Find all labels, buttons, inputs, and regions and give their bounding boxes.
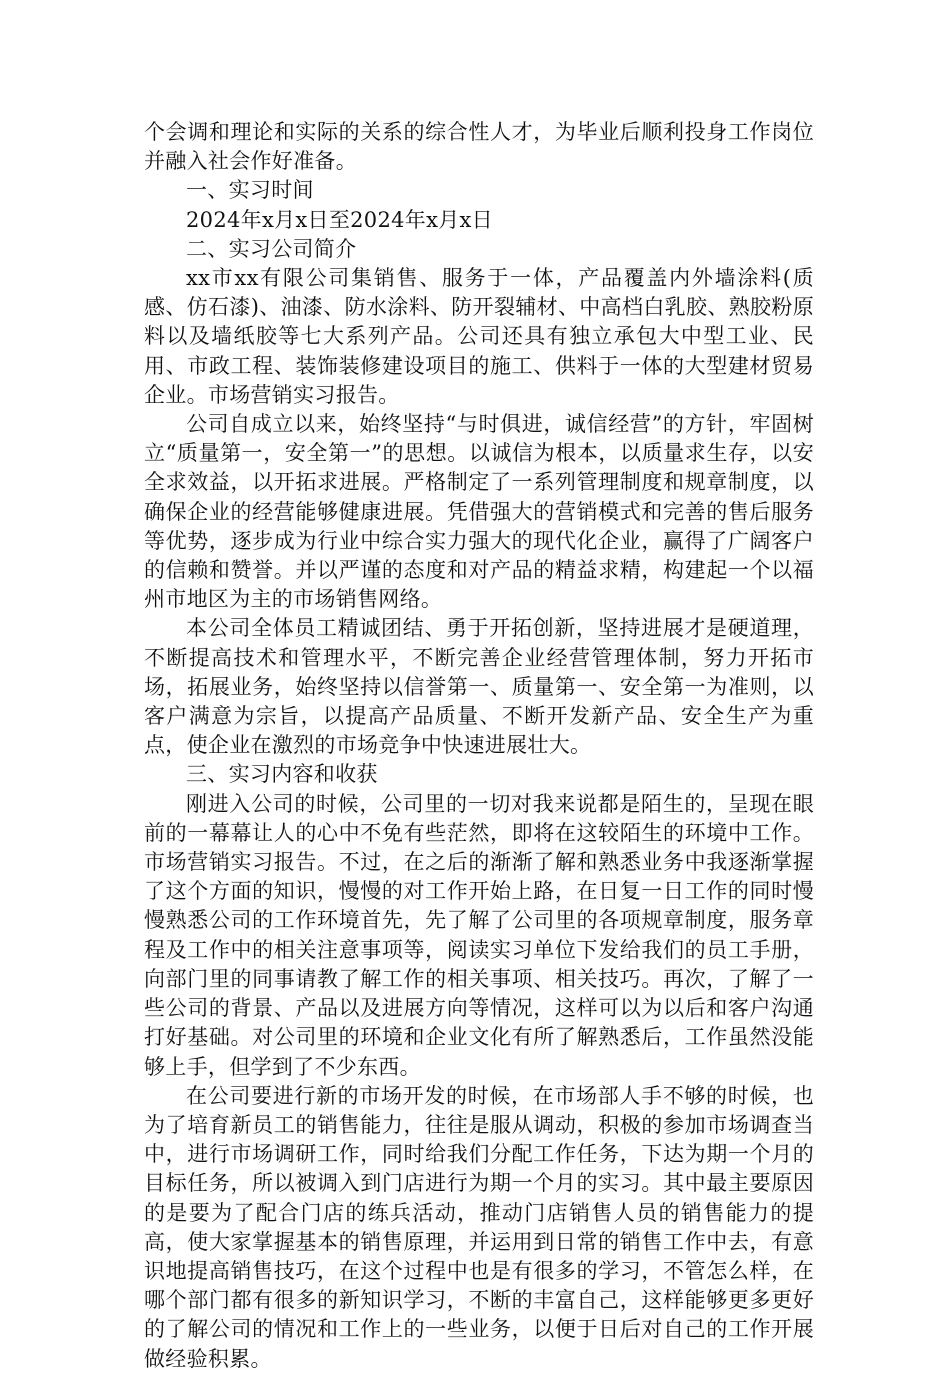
- content-paragraph-1: 刚进入公司的时候，公司里的一切对我来说都是陌生的，呈现在眼前的一幕幕让人的心中不免有些茫然，即将在这较陌生的环境中工作。市场营销实习报告。不过，在之后的渐渐了解和熟悉业务中我逐渐掌握了这个方面的知识，慢慢的对工作开始上路，在日复一日工作的同时慢慢熟悉公司的工作环境首先，先了解了公司里的各项规章制度，服务章程及工作中的相关注意事项等，阅读实习单位下发给我们的员工手册，向部门里的同事请教了解工作的相关事项、相关技巧。再次，了解了一些公司的背景、产品以及进展方向等情况，这样可以为以后和客户沟通打好基础。对公司里的环境和企业文化有所了解熟悉后，工作虽然没能够上手，但学到了不少东西。: [144, 791, 814, 1079]
- company-staff-paragraph: 本公司全体员工精诚团结、勇于开拓创新，坚持进展才是硬道理，不断提高技术和管理水平，不断完善企业经营管理体制，努力开拓市场，拓展业务，始终坚持以信誉第一、质量第一、安全第一为准则，以客户满意为宗旨，以提高产品质量、不断开发新产品、安全生产为重点，使企业在激烈的市场竞争中快速进展壮大。: [144, 616, 814, 758]
- section-heading-content: 三、实习内容和收获: [186, 762, 378, 787]
- content-paragraph-2: 在公司要进行新的市场开发的时候，在市场部人手不够的时候，也为了培育新员工的销售能力，往往是服从调动，积极的参加市场调查当中，进行市场调研工作，同时给我们分配工作任务，下达为期一个月的目标任务，所以被调入到门店进行为期一个月的实习。其中最主要原因的是要为了配合门店的练兵活动，推动门店销售人员的销售能力的提高，使大家掌握基本的销售原理，并运用到日常的销售工作中去，有意识地提高销售技巧，在这个过程中也是有很多的学习，不管怎么样，在哪个部门都有很多的新知识学习，不断的丰富自己，这样能够更多更好的了解公司的情况和工作上的一些业务，以便于日后对自己的工作开展做经验积累。: [144, 1083, 814, 1371]
- section-heading-time: 一、实习时间: [186, 178, 314, 203]
- section-heading-company: 二、实习公司简介: [186, 236, 357, 261]
- opening-paragraph: 个会调和理论和实际的关系的综合性人才，为毕业后顺利投身工作岗位并融入社会作好准备。: [144, 120, 814, 174]
- company-policy-paragraph: 公司自成立以来，始终坚持“与时俱进，诚信经营”的方针，牢固树立“质量第一，安全第一”的思想。以诚信为根本，以质量求生存，以安全求效益，以开拓求进展。严格制定了一系列管理制度和规章制度，以确保企业的经营能够健康进展。凭借强大的营销模式和完善的售后服务等优势，逐步成为行业中综合实力强大的现代化企业，赢得了广阔客户的信赖和赞誉。并以严谨的态度和对产品的精益求精，构建起一个以福州市地区为主的市场销售网络。: [144, 412, 814, 612]
- document-page: [144, 118, 814, 1374]
- internship-period: 2024年x月x日至2024年x月x日: [186, 207, 493, 232]
- company-intro-paragraph: xx市xx有限公司集销售、服务于一体，产品覆盖内外墙涂料(质感、仿石漆)、油漆、防水涂料、防开裂辅材、中高档白乳胶、熟胶粉原料以及墙纸胶等七大系列产品。公司还具有独立承包大中型工业、民用、市政工程、装饰装修建设项目的施工、供料于一体的大型建材贸易企业。市场营销实习报告。: [144, 266, 814, 407]
